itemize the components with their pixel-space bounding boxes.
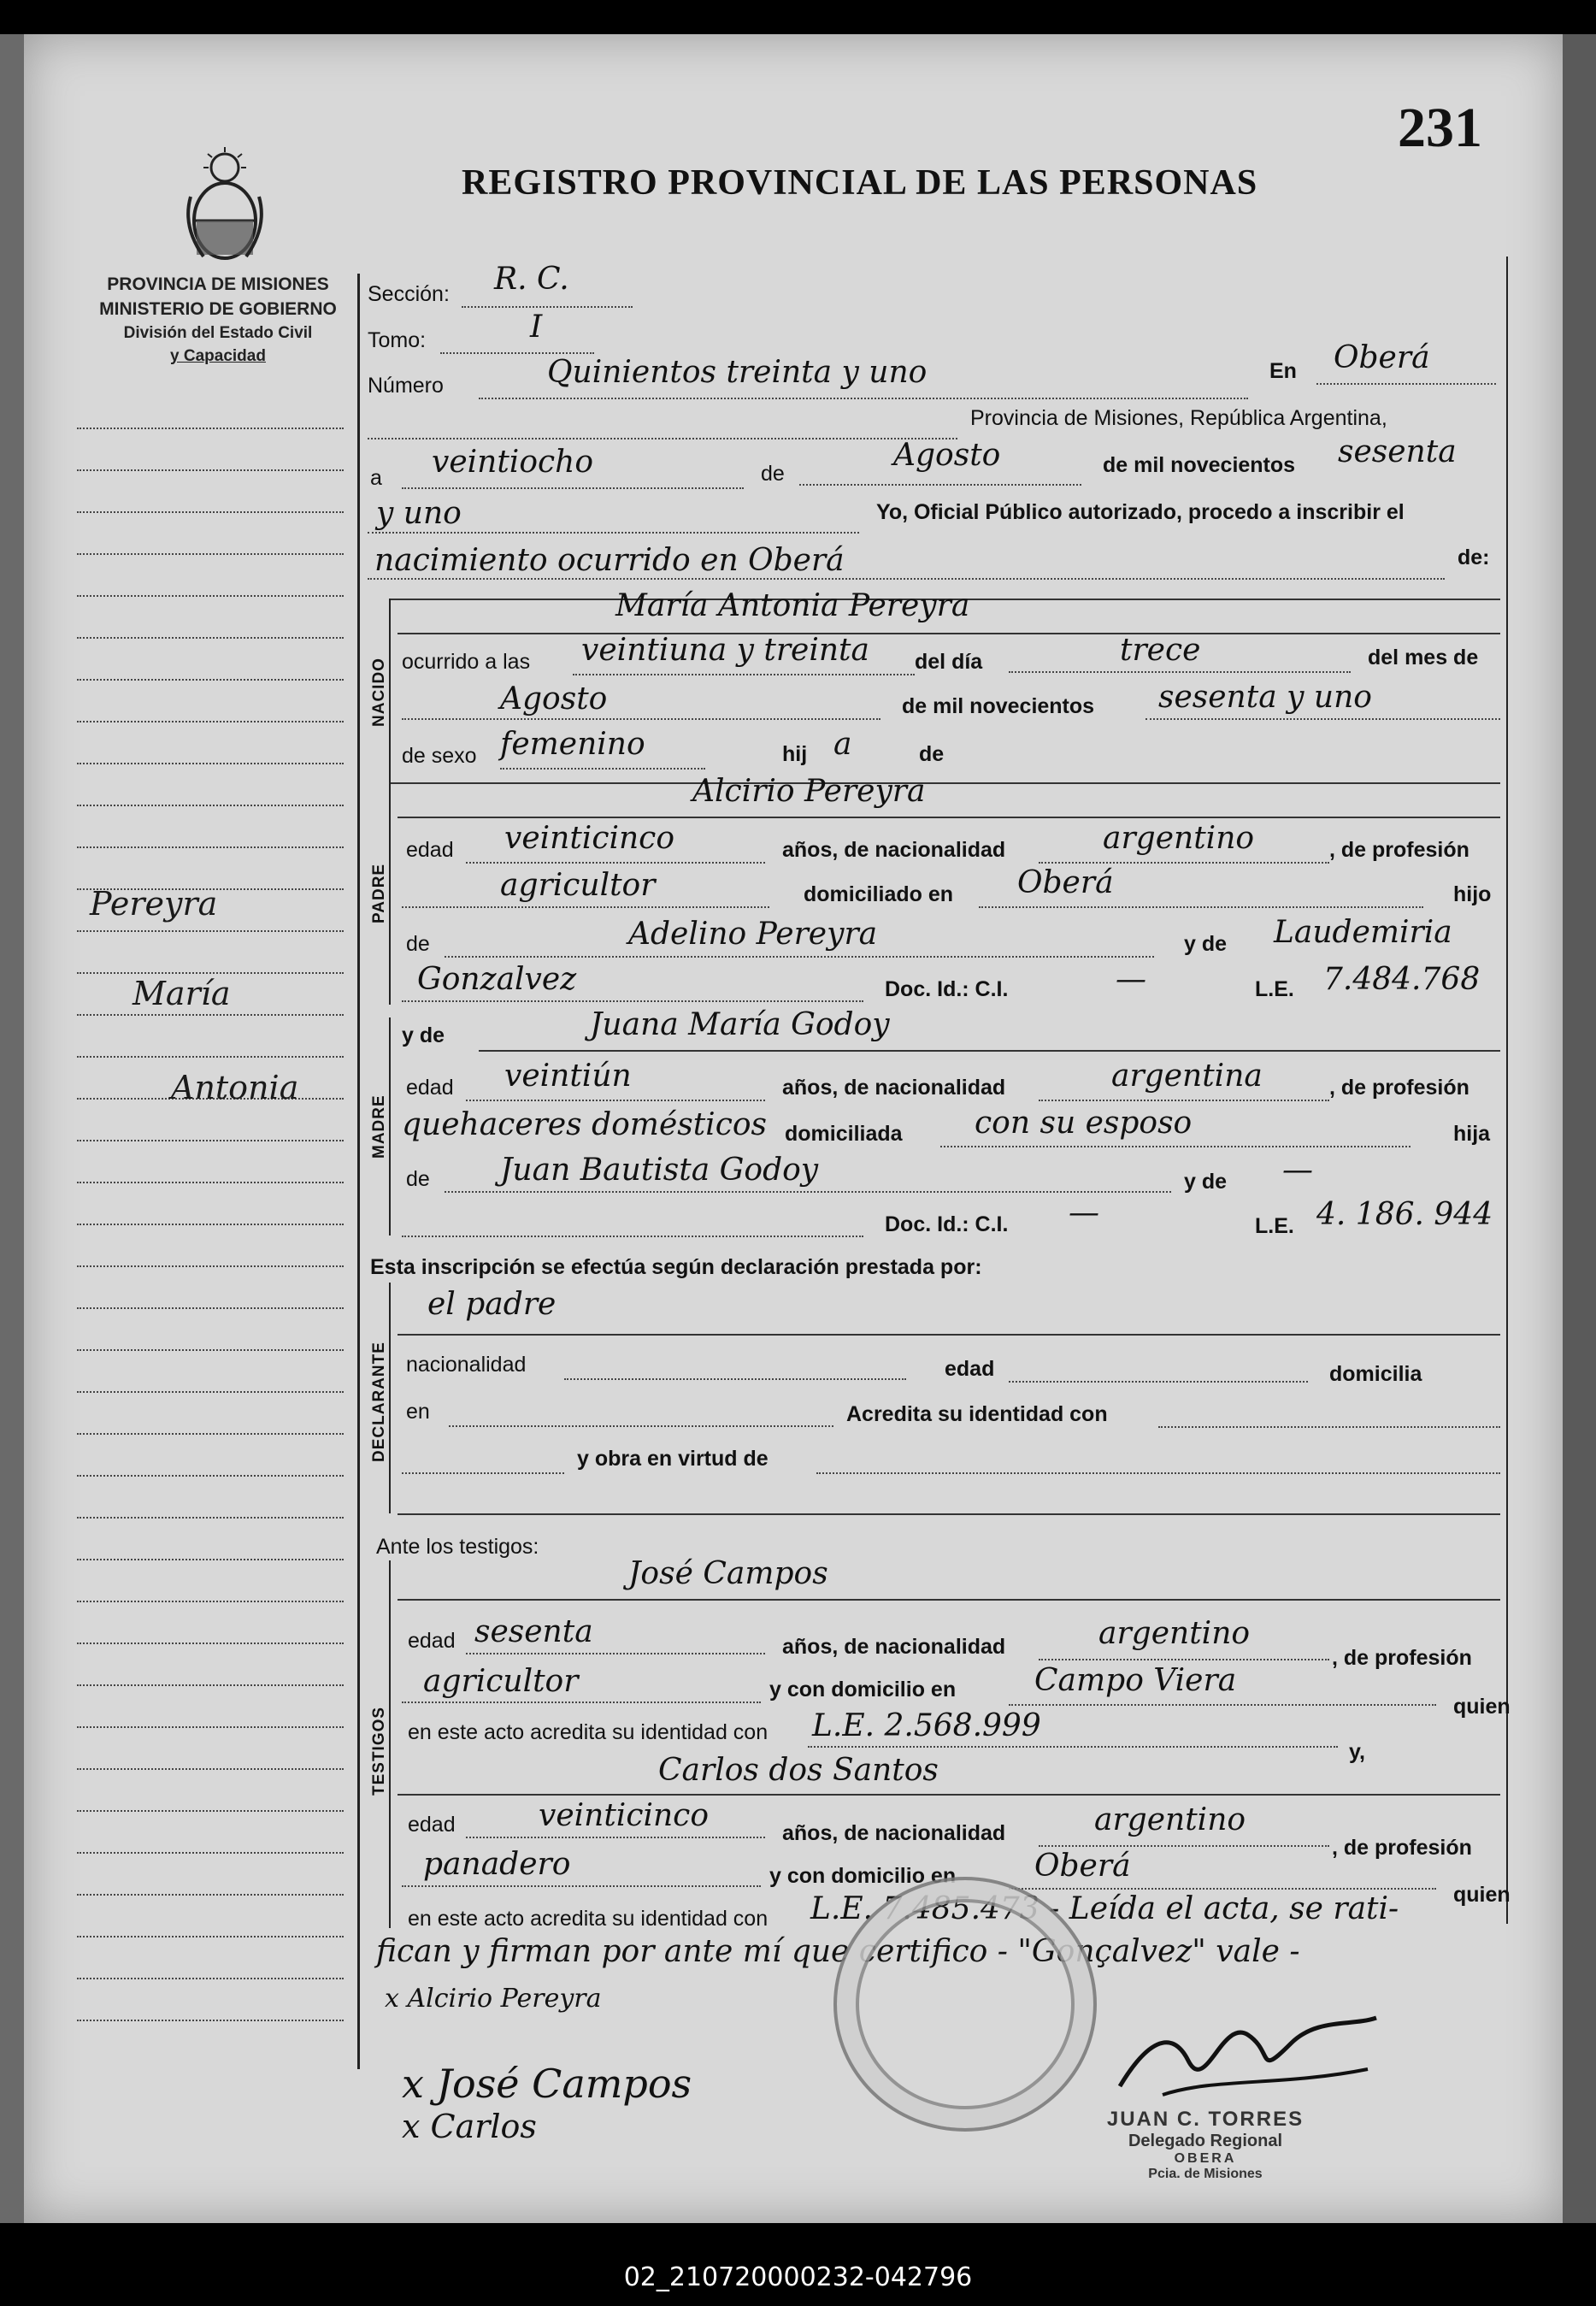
- padre-bracket: [389, 782, 391, 1005]
- field-lugar: Oberá: [1334, 340, 1430, 375]
- t2-nac-line: [1039, 1845, 1329, 1847]
- field-padre-nac: argentino: [1103, 821, 1255, 856]
- label-ante: Ante los testigos:: [376, 1535, 539, 1559]
- t2-dom-line: [1009, 1888, 1436, 1890]
- label-t2-profesion: , de profesión: [1332, 1836, 1472, 1860]
- field-padre-nombre: Alcirio Pereyra: [692, 774, 926, 809]
- office-province: PROVINCIA DE MISIONES: [107, 274, 329, 294]
- label-de-3: de: [406, 932, 430, 956]
- label-t2-domicilio: y con domicilio en: [769, 1864, 957, 1888]
- madre-dom-line: [940, 1146, 1410, 1147]
- label-seccion: Sección:: [368, 282, 450, 306]
- section-label-padre: PADRE: [370, 863, 388, 923]
- testigo2-line: [398, 1794, 1500, 1796]
- label-de-2: de: [919, 742, 945, 766]
- seccion-line: [462, 306, 633, 308]
- field-testigo1-nombre: José Campos: [628, 1556, 828, 1591]
- declarante-bottom-line: [398, 1513, 1500, 1515]
- label-madre-profesion: , de profesión: [1329, 1076, 1469, 1100]
- padre-nombre-line: [398, 817, 1500, 818]
- field-seccion: R. C.: [494, 262, 569, 297]
- field-testigo2-nombre: Carlos dos Santos: [658, 1753, 939, 1788]
- label-t2-edad: edad: [408, 1813, 456, 1837]
- label-domicilia: domicilia: [1329, 1362, 1422, 1386]
- field-padre-dom: Oberá: [1017, 865, 1114, 900]
- label-madre-anios: años, de nacionalidad: [782, 1076, 1006, 1100]
- signature-testigo2: x Carlos: [402, 2108, 537, 2145]
- label-t1-quien: quien: [1453, 1695, 1511, 1719]
- madre-nombre-line: [479, 1050, 1500, 1052]
- right-divider-line: [1506, 257, 1508, 1924]
- t1-id-line: [808, 1746, 1338, 1748]
- label-de-mil-2: de mil novecientos: [902, 694, 1095, 718]
- field-anio-a: sesenta: [1338, 434, 1457, 469]
- field-numero: Quinientos treinta y uno: [547, 355, 928, 390]
- decl-edad-line: [1009, 1381, 1308, 1383]
- label-numero: Número: [368, 374, 444, 398]
- label-de-4: de: [406, 1167, 430, 1191]
- label-padre-anios: años, de nacionalidad: [782, 838, 1006, 862]
- label-yo: Yo, Oficial Público autorizado, procedo a inscribir el: [876, 500, 1405, 524]
- label-t1-profesion: , de profesión: [1332, 1646, 1472, 1670]
- field-mes-nac: Agosto: [500, 681, 608, 717]
- section-label-madre: MADRE: [370, 1094, 388, 1159]
- label-t1-edad: edad: [408, 1629, 456, 1653]
- section-label-declarante: DECLARANTE: [370, 1342, 388, 1462]
- book-binding-edge: [0, 34, 24, 2223]
- field-abuela-p-a: Laudemiria: [1274, 915, 1452, 950]
- blank-line-1: [368, 438, 957, 439]
- margin-note-lines: [77, 428, 344, 2061]
- label-domiciliado: domiciliado en: [804, 882, 954, 906]
- anio-line: [368, 532, 859, 534]
- label-t2-quien: quien: [1453, 1883, 1511, 1907]
- official-city: OBERA: [1174, 2151, 1237, 2166]
- label-inscripcion: Esta inscripción se efectúa según declaración prestada por:: [370, 1255, 982, 1279]
- mes-line: [799, 484, 1081, 486]
- label-t1-anios: años, de nacionalidad: [782, 1635, 1006, 1659]
- nombre-line: [398, 633, 1500, 634]
- field-cierre: fican y firman por ante mí que certifico - "Gonçalvez" vale -: [376, 1934, 1300, 1969]
- field-declarante: el padre: [427, 1287, 557, 1322]
- padre-nac-line: [1039, 862, 1329, 864]
- margin-firstname: María: [133, 975, 231, 1012]
- t2-prof-line: [402, 1885, 761, 1887]
- label-y-de: y de: [1184, 932, 1228, 956]
- field-testigo1-id: L.E. 2.568.999: [812, 1708, 1041, 1743]
- t1-dom-line: [1009, 1704, 1436, 1706]
- book-right-edge: [1563, 34, 1596, 2223]
- sexo-line: [500, 768, 705, 770]
- acto-line: [368, 578, 1445, 580]
- label-hij: hij: [782, 742, 808, 766]
- decl-obra-line: [816, 1472, 1500, 1474]
- label-hija: hija: [1453, 1122, 1491, 1146]
- page-number: 231: [1398, 97, 1482, 159]
- margin-surname: Pereyra: [90, 885, 218, 923]
- label-padre-doc: Doc. Id.: C.I.: [885, 977, 1009, 1001]
- office-capacity: y Capacidad: [170, 347, 266, 365]
- declarante-line: [398, 1334, 1500, 1336]
- decl-blank-line: [402, 1472, 564, 1474]
- office-ministry: MINISTERIO DE GOBIERNO: [99, 299, 337, 319]
- field-anio-nac: sesenta y uno: [1158, 680, 1372, 715]
- issuing-office: [77, 272, 359, 368]
- field-testigo1-edad: sesenta: [474, 1614, 593, 1649]
- madre-nac-line: [1039, 1100, 1329, 1101]
- office-division: División del Estado Civil: [123, 324, 313, 342]
- field-hij-suffix: a: [833, 727, 852, 762]
- margin-secondname: Antonia: [171, 1069, 299, 1106]
- tomo-line: [440, 352, 594, 354]
- field-padre-ci: —: [1116, 962, 1146, 997]
- testigo1-line: [398, 1599, 1500, 1601]
- en-line: [1316, 383, 1496, 385]
- field-abuela-p-b: Gonzalvez: [417, 962, 577, 997]
- numero-line: [479, 398, 1248, 399]
- declarante-bracket: [389, 1283, 391, 1513]
- section-label-nacido: NACIDO: [370, 658, 388, 727]
- label-t1-acredita: en este acto acredita su identidad con: [408, 1720, 769, 1744]
- label-decl-edad: edad: [945, 1357, 995, 1381]
- field-tomo: I: [530, 310, 543, 345]
- image-identifier: 02_210720000232-042796: [623, 2262, 973, 2292]
- anio-nac-line: [1145, 718, 1500, 720]
- dia-line: [402, 487, 744, 489]
- signature-testigo1: x José Campos: [402, 2061, 692, 2107]
- label-madre-doc: Doc. Id.: C.I.: [885, 1212, 1009, 1236]
- field-testigo1-dom: Campo Viera: [1034, 1663, 1237, 1698]
- madre-bracket: [389, 1017, 391, 1236]
- label-del-mes: del mes de: [1368, 646, 1479, 669]
- label-provincia: Provincia de Misiones, República Argentina,: [970, 406, 1387, 430]
- field-acto: nacimiento ocurrido en Oberá: [374, 543, 845, 578]
- field-testigo1-prof: agricultor: [423, 1664, 579, 1699]
- t1-prof-line: [402, 1701, 761, 1703]
- abuelo-m-line: [445, 1191, 1171, 1193]
- madre-edad-line: [466, 1100, 765, 1101]
- label-en: En: [1269, 359, 1297, 383]
- field-testigo2-nac: argentino: [1094, 1802, 1246, 1837]
- field-madre-nombre: Juana María Godoy: [590, 1007, 890, 1042]
- label-padre-le: L.E.: [1255, 977, 1294, 1001]
- label-de-colon: de:: [1458, 546, 1490, 569]
- nacido-bracket: [389, 599, 391, 782]
- label-sexo: de sexo: [402, 744, 477, 768]
- page-title: REGISTRO PROVINCIAL DE LAS PERSONAS: [462, 163, 1258, 203]
- field-madre-ci: —: [1069, 1195, 1099, 1230]
- field-madre-edad: veintiún: [504, 1059, 632, 1094]
- decl-nac-line: [564, 1378, 906, 1380]
- field-dia-nac: trece: [1120, 633, 1201, 668]
- label-y-coma: y,: [1349, 1740, 1365, 1764]
- official-seal-stamp: [833, 1877, 1097, 2132]
- abuelo-p-line: [445, 956, 1154, 958]
- field-padre-edad: veinticinco: [504, 821, 675, 856]
- label-hijo: hijo: [1453, 882, 1492, 906]
- label-madre-le: L.E.: [1255, 1214, 1294, 1238]
- field-testigo2-prof: panadero: [423, 1847, 571, 1882]
- field-testigo2-edad: veinticinco: [539, 1798, 710, 1833]
- padre-prof-line: [402, 906, 769, 908]
- padre-dom-line: [979, 906, 1423, 908]
- official-province: Pcia. de Misiones: [1148, 2167, 1263, 2181]
- label-t2-anios: años, de nacionalidad: [782, 1821, 1006, 1845]
- main-divider-line: [357, 274, 360, 2069]
- field-madre-le: 4. 186. 944: [1316, 1197, 1493, 1232]
- label-domiciliada: domiciliada: [785, 1122, 903, 1146]
- label-madre-y-de: y de: [402, 1023, 445, 1047]
- label-de-mil: de mil novecientos: [1103, 453, 1296, 477]
- field-mes: Agosto: [893, 438, 1001, 473]
- label-del-dia: del día: [915, 650, 983, 674]
- label-padre-profesion: , de profesión: [1329, 838, 1469, 862]
- official-signature-icon: [1111, 1992, 1385, 2112]
- label-a: a: [370, 466, 382, 490]
- label-decl-en: en: [406, 1400, 430, 1424]
- decl-acredita-line: [1158, 1426, 1500, 1428]
- field-abuela-m: —: [1282, 1153, 1313, 1188]
- dia-nac-line: [1009, 671, 1351, 673]
- field-testigo2-id: L.E. 7.485.473 - Leída el acta, se rati-: [810, 1891, 1399, 1926]
- decl-en-line: [449, 1425, 833, 1427]
- field-madre-prof: quehaceres domésticos: [402, 1107, 768, 1142]
- abuela-p-line: [402, 1000, 863, 1002]
- field-padre-prof: agricultor: [500, 868, 656, 903]
- label-nacionalidad: nacionalidad: [406, 1353, 527, 1377]
- field-testigo2-dom: Oberá: [1034, 1849, 1131, 1884]
- label-acredita: Acredita su identidad con: [846, 1402, 1108, 1426]
- padre-edad-line: [466, 862, 765, 864]
- field-padre-le: 7.484.768: [1323, 962, 1481, 997]
- field-nombre: María Antonia Pereyra: [615, 588, 970, 623]
- padre-top-line: [389, 782, 1500, 784]
- t1-edad-line: [466, 1653, 765, 1654]
- t1-nac-line: [1039, 1659, 1329, 1660]
- mes-nac-line: [402, 718, 880, 720]
- official-title: Delegado Regional: [1128, 2132, 1283, 2150]
- field-madre-nac: argentina: [1111, 1059, 1263, 1094]
- section-label-testigos: TESTIGOS: [370, 1706, 388, 1796]
- field-dia: veintiocho: [432, 445, 594, 480]
- field-abuelo-m: Juan Bautista Godoy: [500, 1153, 819, 1188]
- field-anio-b: y uno: [376, 496, 462, 531]
- label-padre-edad: edad: [406, 838, 454, 862]
- hora-line: [573, 674, 915, 675]
- madre-blank-line: [402, 1236, 863, 1237]
- signature-declarante: x Alcirio Pereyra: [385, 1984, 602, 2014]
- field-abuelo-p: Adelino Pereyra: [628, 917, 878, 952]
- label-madre-edad: edad: [406, 1076, 454, 1100]
- field-sexo: femenino: [500, 727, 645, 762]
- official-signature-block: [1060, 2108, 1351, 2182]
- coat-of-arms-icon: [178, 145, 272, 265]
- label-obra: y obra en virtud de: [577, 1447, 769, 1471]
- label-ocurrido: ocurrido a las: [402, 650, 531, 674]
- field-hora: veintiuna y treinta: [581, 633, 869, 668]
- label-t1-domicilio: y con domicilio en: [769, 1678, 957, 1701]
- label-madre-y-de-2: y de: [1184, 1170, 1228, 1194]
- t2-edad-line: [466, 1837, 765, 1838]
- official-name: JUAN C. TORRES: [1106, 2108, 1304, 2131]
- testigos-bracket: [389, 1560, 391, 1928]
- field-madre-dom: con su esposo: [975, 1106, 1193, 1141]
- label-t2-acredita: en este acto acredita su identidad con: [408, 1907, 769, 1931]
- label-tomo: Tomo:: [368, 328, 427, 352]
- label-de: de: [761, 462, 785, 486]
- field-testigo1-nac: argentino: [1098, 1616, 1251, 1651]
